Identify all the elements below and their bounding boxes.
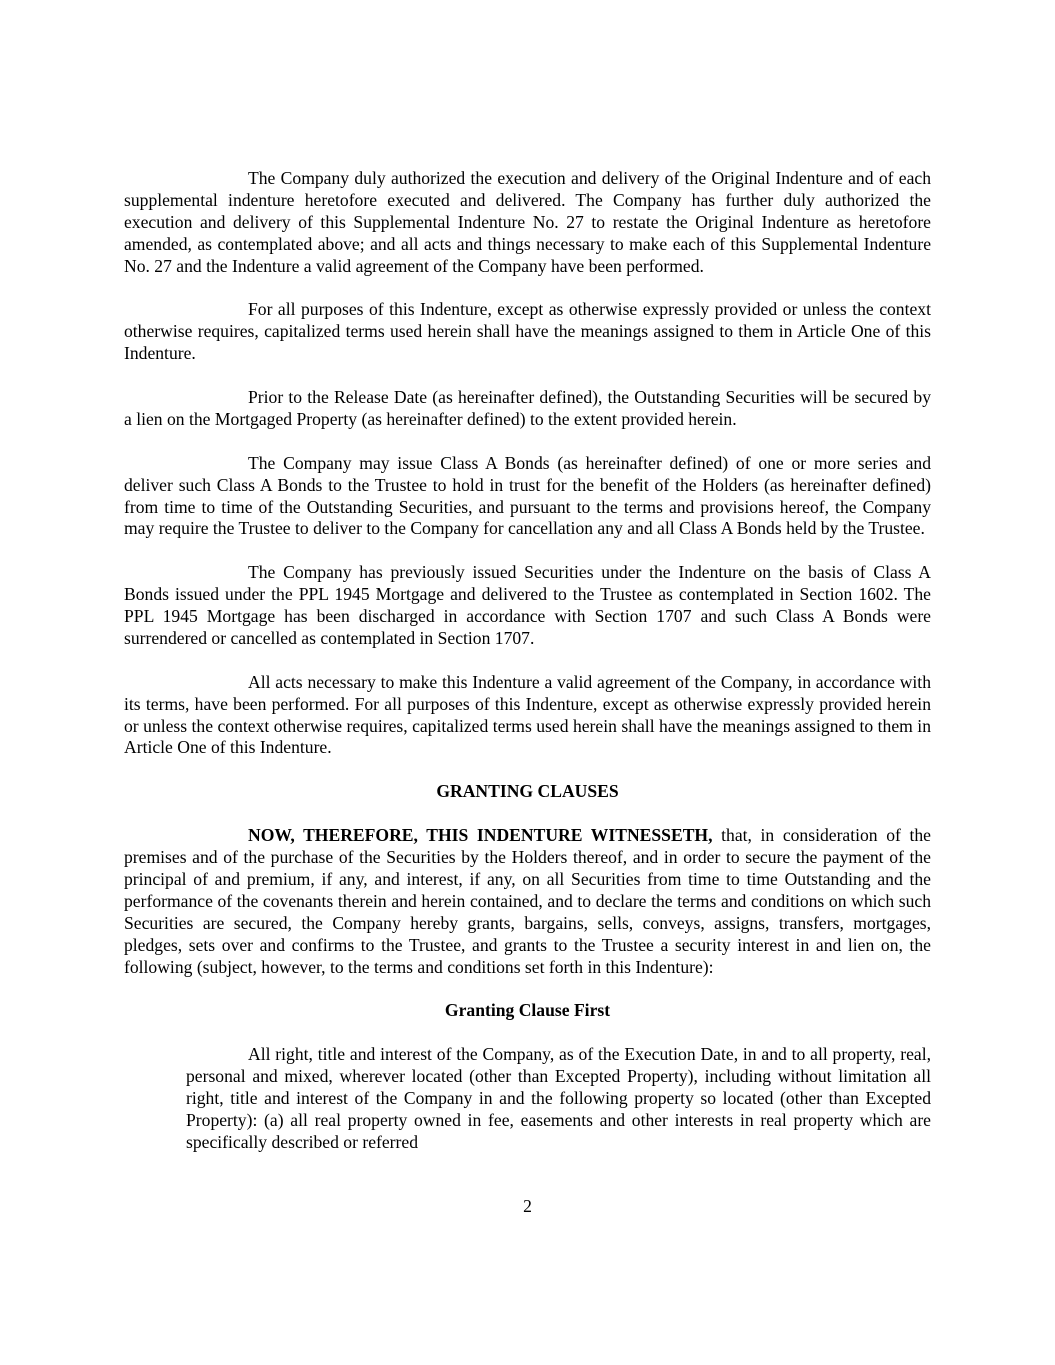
granting-clause-first-body: All right, title and interest of the Company, as of the Execution Date, in and to all property, real, personal and mixed, wherever located (other than Excepted Property), including without limitation all right, title and interest of the Company in and the following property so located (other than Excepted Property): (a) all real property owned in fee, easements and other interests in real property which are specifically described or referred [186, 1044, 931, 1152]
paragraph-acts-performed: All acts necessary to make this Indenture a valid agreement of the Company, in accordance with its terms, have been performed. For all purposes of this Indenture, except as otherwise expressly provided herein or unless the context otherwise requires, capitalized terms used herein shall have the meanings assigned to them in Article One of this Indenture. [124, 671, 931, 758]
witnesseth-body: that, in consideration of the premises and of the purchase of the Securities by the Holders thereof, and in order to secure the payment of the principal of and premium, if any, and interest, if any, on all Securities from time to time Outstanding and the performance of the covenants therein and herein contained, and to declare the terms and conditions on which such Securities are secured, the Company hereby grants, bargains, sells, conveys, assigns, transfers, mortgages, pledges, sets over and confirms to the Trustee, and grants to the Trustee a security interest in and lien on, the following (subject, however, to the terms and conditions set forth in this Indenture): [124, 825, 931, 977]
granting-clauses-heading: GRANTING CLAUSES [436, 781, 619, 802]
witnesseth-lead: NOW, THEREFORE, THIS INDENTURE WITNESSETH, [248, 825, 713, 846]
paragraph-witnesseth [124, 825, 931, 978]
paragraph-ppl-mortgage: The Company has previously issued Securities under the Indenture on the basis of Class A Bonds issued under the PPL 1945 Mortgage and delivered to the Trustee as contemplated in Section 1602. The PPL 1945 Mortgage has been discharged in accordance with Section 1707 and such Class A Bonds were surrendered or cancelled as contemplated in Section 1707. [124, 562, 931, 648]
paragraph-definitions: For all purposes of this Indenture, except as otherwise expressly provided or unless the context otherwise requires, capitalized terms used herein shall have the meanings assigned to them in Article One of this Indenture. [124, 299, 931, 364]
paragraph-class-a-bonds: The Company may issue Class A Bonds (as hereinafter defined) of one or more series and deliver such Class A Bonds to the Trustee to hold in trust for the benefit of the Holders (as hereinafter defined) from time to time of the Outstanding Securities, and pursuant to the terms and provisions hereof, the Company may require the Trustee to deliver to the Company for cancellation any and all Class A Bonds held by the Trustee. [124, 452, 931, 539]
page-number: 2 [523, 1196, 532, 1216]
document-page [124, 168, 931, 1154]
granting-clause-first-heading: Granting Clause First [444, 1000, 611, 1021]
paragraph-release-date: Prior to the Release Date (as hereinafter defined), the Outstanding Securities will be secured by a lien on the Mortgaged Property (as hereinafter defined) to the extent provided herein. [124, 387, 931, 429]
paragraph-authorization: The Company duly authorized the execution and delivery of the Original Indenture and of each supplemental indenture heretofore executed and delivered. The Company has further duly authorized the execution and delivery of this Supplemental Indenture No. 27 to restate the Original Indenture as heretofore amended, as contemplated above; and all acts and things necessary to make each of this Supplemental Indenture No. 27 and the Indenture a valid agreement of the Company have been performed. [124, 168, 931, 276]
